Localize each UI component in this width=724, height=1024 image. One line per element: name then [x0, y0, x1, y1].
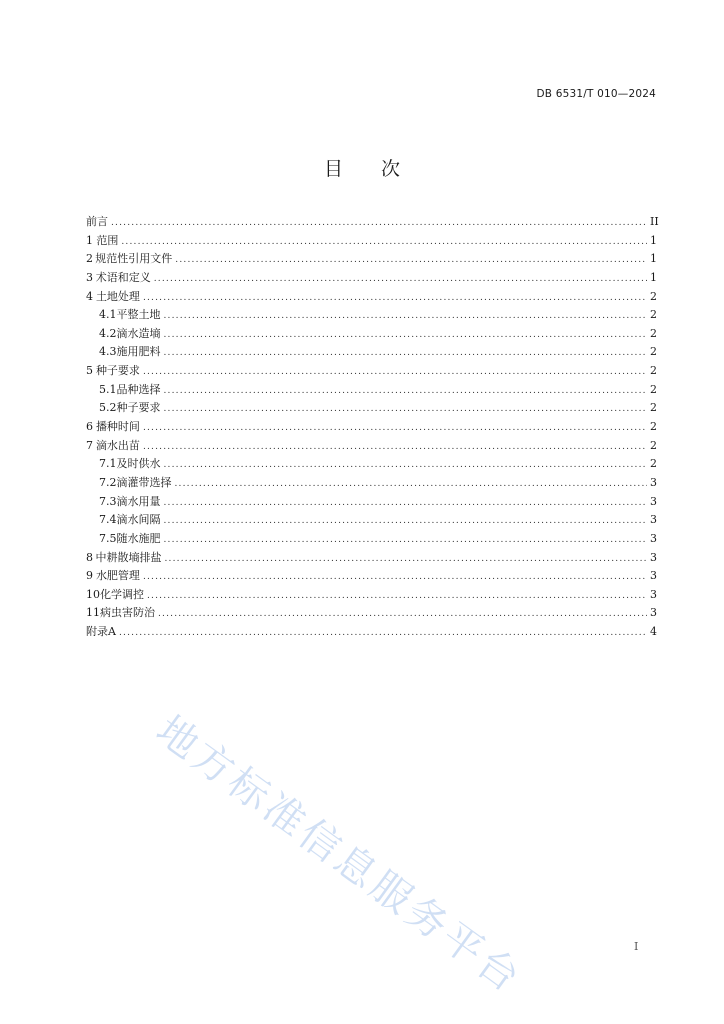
- standard-code: DB 6531/T 010—2024: [536, 88, 656, 100]
- toc-entry[interactable]: [86, 474, 656, 493]
- toc-entry[interactable]: [86, 362, 656, 381]
- toc-dot-leader: [121, 237, 647, 247]
- toc-entry-page: 3: [650, 494, 657, 508]
- toc-entry-page: 1: [650, 270, 657, 284]
- toc-entry[interactable]: [86, 381, 656, 400]
- toc-entry-page: 2: [650, 438, 657, 452]
- toc-entry[interactable]: [86, 437, 656, 456]
- toc-entry[interactable]: [86, 418, 656, 437]
- toc-dot-leader: [164, 460, 648, 470]
- toc-entry-page: 2: [650, 420, 657, 434]
- toc-dot-leader: [143, 442, 647, 452]
- toc-entry-number: 5.2: [99, 401, 117, 415]
- toc-dot-leader: [119, 628, 647, 638]
- toc-entry-page: 2: [650, 401, 657, 415]
- toc-entry-label: 品种选择: [116, 382, 161, 396]
- toc-entry-label: 范围: [96, 233, 119, 247]
- toc-entry[interactable]: [86, 511, 656, 530]
- toc-entry-label: 中耕散墒排盐: [95, 550, 162, 564]
- toc-entry-label: 术语和定义: [95, 270, 151, 284]
- toc-entry[interactable]: [86, 549, 656, 568]
- toc-entry[interactable]: [86, 306, 656, 325]
- toc-entry-label: 滴水间隔: [116, 513, 161, 527]
- toc-entry-number: 7.5: [99, 531, 117, 545]
- toc-entry[interactable]: [86, 269, 656, 288]
- toc-entry-number: 4.1: [99, 308, 117, 322]
- toc-entry-page: 1: [650, 233, 657, 247]
- toc-entry-page: 2: [650, 457, 657, 471]
- toc-dot-leader: [158, 609, 647, 619]
- toc-dot-leader: [147, 591, 647, 601]
- toc-entry-page: 2: [650, 326, 657, 340]
- toc-dot-leader: [164, 535, 648, 545]
- toc-entry[interactable]: [86, 623, 656, 642]
- toc-entry-number: 7.4: [99, 513, 117, 527]
- toc-dot-leader: [164, 498, 648, 508]
- toc-entry-number: 7.2: [99, 475, 117, 489]
- toc-dot-leader: [165, 554, 648, 564]
- watermark-text: 地方标准信息服务平台: [147, 707, 531, 1004]
- toc-dot-leader: [143, 572, 647, 582]
- toc-dot-leader: [143, 293, 647, 303]
- toc-entry-page: 2: [650, 308, 657, 322]
- toc-entry[interactable]: [86, 493, 656, 512]
- toc-entry-label: 种子要求: [95, 364, 140, 378]
- toc-dot-leader: [164, 311, 648, 321]
- toc-entry-number: 4: [86, 289, 93, 303]
- toc-entry-label: 滴水出苗: [95, 438, 140, 452]
- toc-entry-label: 及时供水: [116, 457, 161, 471]
- toc-entry-page: 2: [650, 289, 657, 303]
- toc-entry-label: 规范性引用文件: [95, 252, 173, 266]
- toc-entry-number: 8: [86, 550, 93, 564]
- toc-title-char-2: 次: [381, 158, 401, 180]
- toc-entry-number: 2: [86, 252, 93, 266]
- toc-entry-page: 2: [650, 345, 657, 359]
- toc-entry-number: 4.2: [99, 326, 117, 340]
- toc-entry-label: 滴水造墒: [116, 326, 161, 340]
- toc-entry-label: 播种时间: [95, 420, 140, 434]
- toc-entry-number: 7.1: [99, 457, 117, 471]
- toc-entry-label: 施用肥料: [116, 345, 161, 359]
- toc-title: [0, 154, 724, 181]
- toc-entry-label: 滴水用量: [116, 494, 161, 508]
- toc-dot-leader: [164, 516, 648, 526]
- toc-entry[interactable]: [86, 288, 656, 307]
- toc-entry[interactable]: [86, 567, 656, 586]
- toc-entry-number: 1: [86, 233, 93, 247]
- toc-entry-label: 平整土地: [116, 308, 161, 322]
- toc-entry-page: 4: [650, 625, 657, 639]
- toc-entry[interactable]: [86, 325, 656, 344]
- toc-dot-leader: [164, 348, 648, 358]
- toc-entry-page: 1: [650, 252, 657, 266]
- toc-entry-number: 7.3: [99, 494, 117, 508]
- toc-entry-label: 滴灌带选择: [116, 475, 172, 489]
- toc-entry-number: 11: [86, 606, 100, 620]
- toc-entry[interactable]: [86, 213, 659, 232]
- toc-entry[interactable]: [86, 343, 656, 362]
- toc-entry-label: 种子要求: [116, 401, 161, 415]
- toc-entry-number: 6: [86, 420, 93, 434]
- toc-title-char-1: 目: [323, 158, 343, 180]
- toc-entry-number: 5: [86, 364, 93, 378]
- toc-dot-leader: [175, 479, 648, 489]
- toc-dot-leader: [164, 330, 648, 340]
- toc-entry[interactable]: [86, 399, 656, 418]
- toc-dot-leader: [111, 218, 647, 228]
- toc-entry[interactable]: [86, 530, 656, 549]
- toc-dot-leader: [164, 404, 648, 414]
- toc-entry-page: 3: [650, 513, 657, 527]
- toc-entry-label: 前言: [86, 215, 108, 228]
- toc-entry-page: 3: [650, 550, 657, 564]
- toc-entry-page: 3: [650, 531, 657, 545]
- toc-entry-page: 2: [650, 382, 657, 396]
- toc-entry[interactable]: [86, 604, 656, 623]
- toc-entry-page: 3: [650, 475, 657, 489]
- toc-entry-page: 3: [650, 569, 657, 583]
- toc-entry-label: 水肥管理: [95, 569, 140, 583]
- toc-dot-leader: [175, 255, 647, 265]
- toc-entry-number: 3: [86, 270, 93, 284]
- toc-dot-leader: [143, 423, 647, 433]
- toc-entry-label: 病虫害防治: [100, 606, 155, 620]
- toc-entry-label: 化学调控: [100, 587, 144, 601]
- toc-entry-page: 2: [650, 364, 657, 378]
- toc-entry[interactable]: [86, 455, 656, 474]
- toc-entry-label: 随水施肥: [116, 531, 161, 545]
- page-number: I: [634, 940, 639, 953]
- toc-entry-page: 3: [650, 606, 657, 620]
- toc-entry[interactable]: [86, 586, 656, 605]
- toc-entry-page: 3: [650, 587, 657, 601]
- toc-entry[interactable]: [86, 232, 656, 251]
- toc-entry-label: 附录A: [86, 625, 116, 639]
- toc-entry-number: 4.3: [99, 345, 117, 359]
- toc-entry-number: 9: [86, 569, 93, 583]
- toc-entry-label: 土地处理: [95, 289, 140, 303]
- table-of-contents: [86, 213, 659, 642]
- toc-dot-leader: [164, 386, 648, 396]
- toc-entry[interactable]: [86, 250, 656, 269]
- toc-entry-page: II: [650, 215, 659, 228]
- toc-dot-leader: [143, 367, 647, 377]
- toc-dot-leader: [154, 274, 647, 284]
- toc-entry-number: 10: [86, 587, 100, 601]
- toc-entry-number: 7: [86, 438, 93, 452]
- toc-entry-number: 5.1: [99, 382, 117, 396]
